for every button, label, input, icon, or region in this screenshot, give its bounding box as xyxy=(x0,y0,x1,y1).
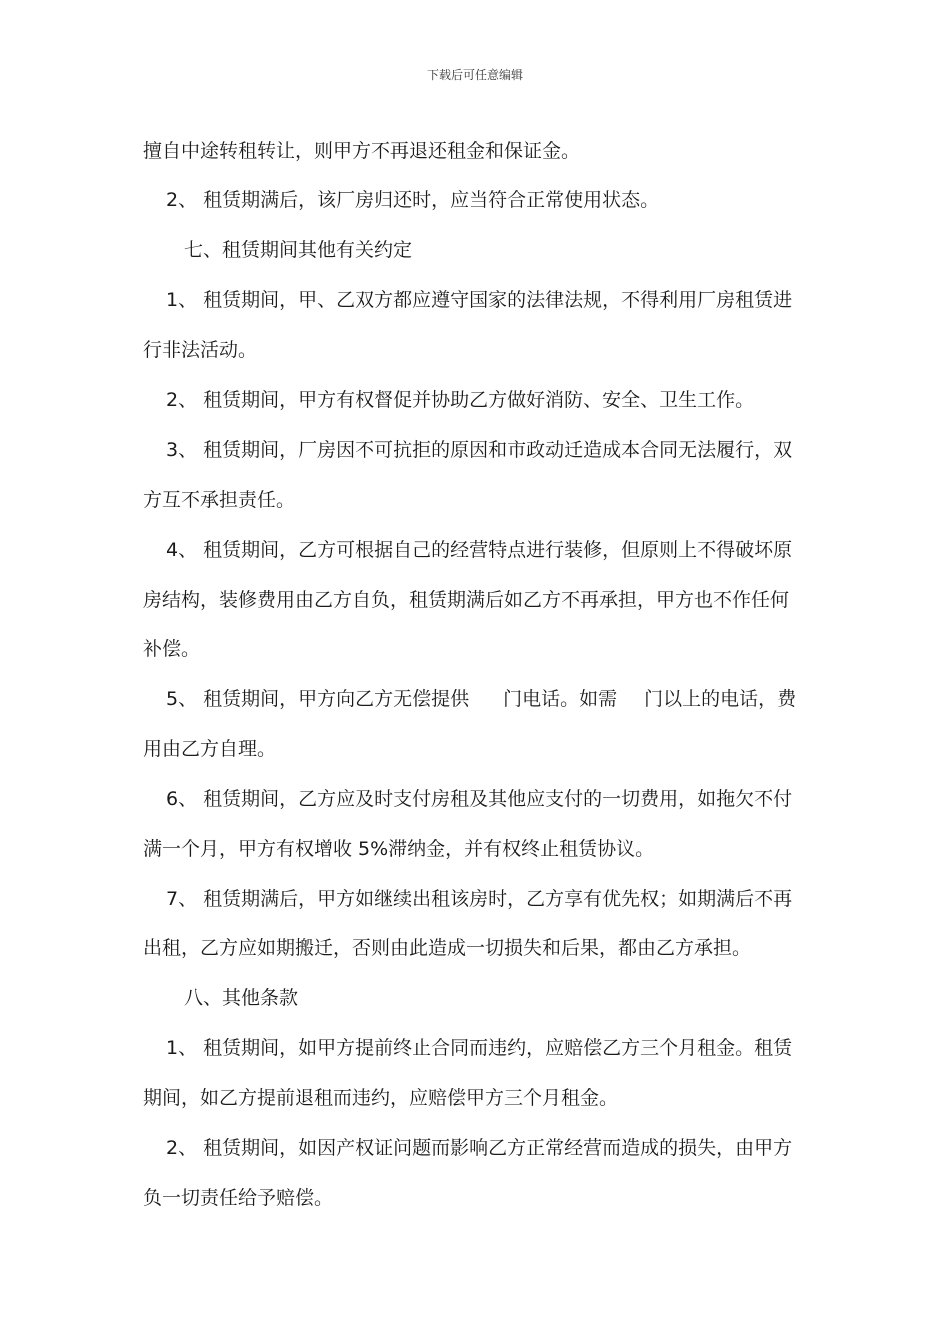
body-line: 1、 租赁期间，如甲方提前终止合同而违约，应赔偿乙方三个月租金。租赁 xyxy=(166,1037,793,1059)
section-heading: 七、租赁期间其他有关约定 xyxy=(184,239,413,261)
body-line-with-blanks xyxy=(166,687,796,711)
body-line: 4、 租赁期间，乙方可根据自己的经营特点进行装修，但原则上不得破坏原 xyxy=(166,539,793,561)
body-line: 补偿。 xyxy=(143,638,201,660)
body-line: 6、 租赁期间，乙方应及时支付房租及其他应支付的一切费用，如拖欠不付 xyxy=(166,788,793,810)
body-line: 满一个月，甲方有权增收 5%滞纳金，并有权终止租赁协议。 xyxy=(143,838,655,860)
body-line: 期间，如乙方提前退租而违约，应赔偿甲方三个月租金。 xyxy=(143,1087,619,1109)
body-line-segment: 门电话。如需 xyxy=(503,688,618,710)
page-header-note: 下载后可任意编辑 xyxy=(426,68,523,82)
body-line: 用由乙方自理。 xyxy=(143,738,277,760)
body-line: 负一切责任给予赔偿。 xyxy=(143,1187,334,1209)
body-line: 行非法活动。 xyxy=(143,339,258,361)
body-line: 出租，乙方应如期搬迁，否则由此造成一切损失和后果，都由乙方承担。 xyxy=(143,937,752,959)
body-line: 擅自中途转租转让，则甲方不再退还租金和保证金。 xyxy=(143,140,581,162)
body-line: 2、 租赁期间，如因产权证问题而影响乙方正常经营而造成的损失，由甲方 xyxy=(166,1137,793,1159)
body-line: 3、 租赁期间，厂房因不可抗拒的原因和市政动迁造成本合同无法履行，双 xyxy=(166,439,793,461)
body-line: 2、 租赁期间，甲方有权督促并协助乙方做好消防、安全、卫生工作。 xyxy=(166,389,755,411)
body-line-segment: 门以上的电话，费 xyxy=(644,688,797,710)
body-line: 7、 租赁期满后，甲方如继续出租该房时，乙方享有优先权；如期满后不再 xyxy=(166,888,793,910)
body-line: 房结构，装修费用由乙方自负，租赁期满后如乙方不再承担，甲方也不作任何 xyxy=(143,589,790,611)
body-line-segment: 5、 租赁期间，甲方向乙方无偿提供 xyxy=(166,688,470,710)
body-line: 2、 租赁期满后，该厂房归还时，应当符合正常使用状态。 xyxy=(166,189,660,211)
body-line: 1、 租赁期间，甲、乙双方都应遵守国家的法律法规，不得利用厂房租赁进 xyxy=(166,289,793,311)
section-heading: 八、其他条款 xyxy=(184,987,299,1009)
body-line: 方互不承担责任。 xyxy=(143,489,296,511)
